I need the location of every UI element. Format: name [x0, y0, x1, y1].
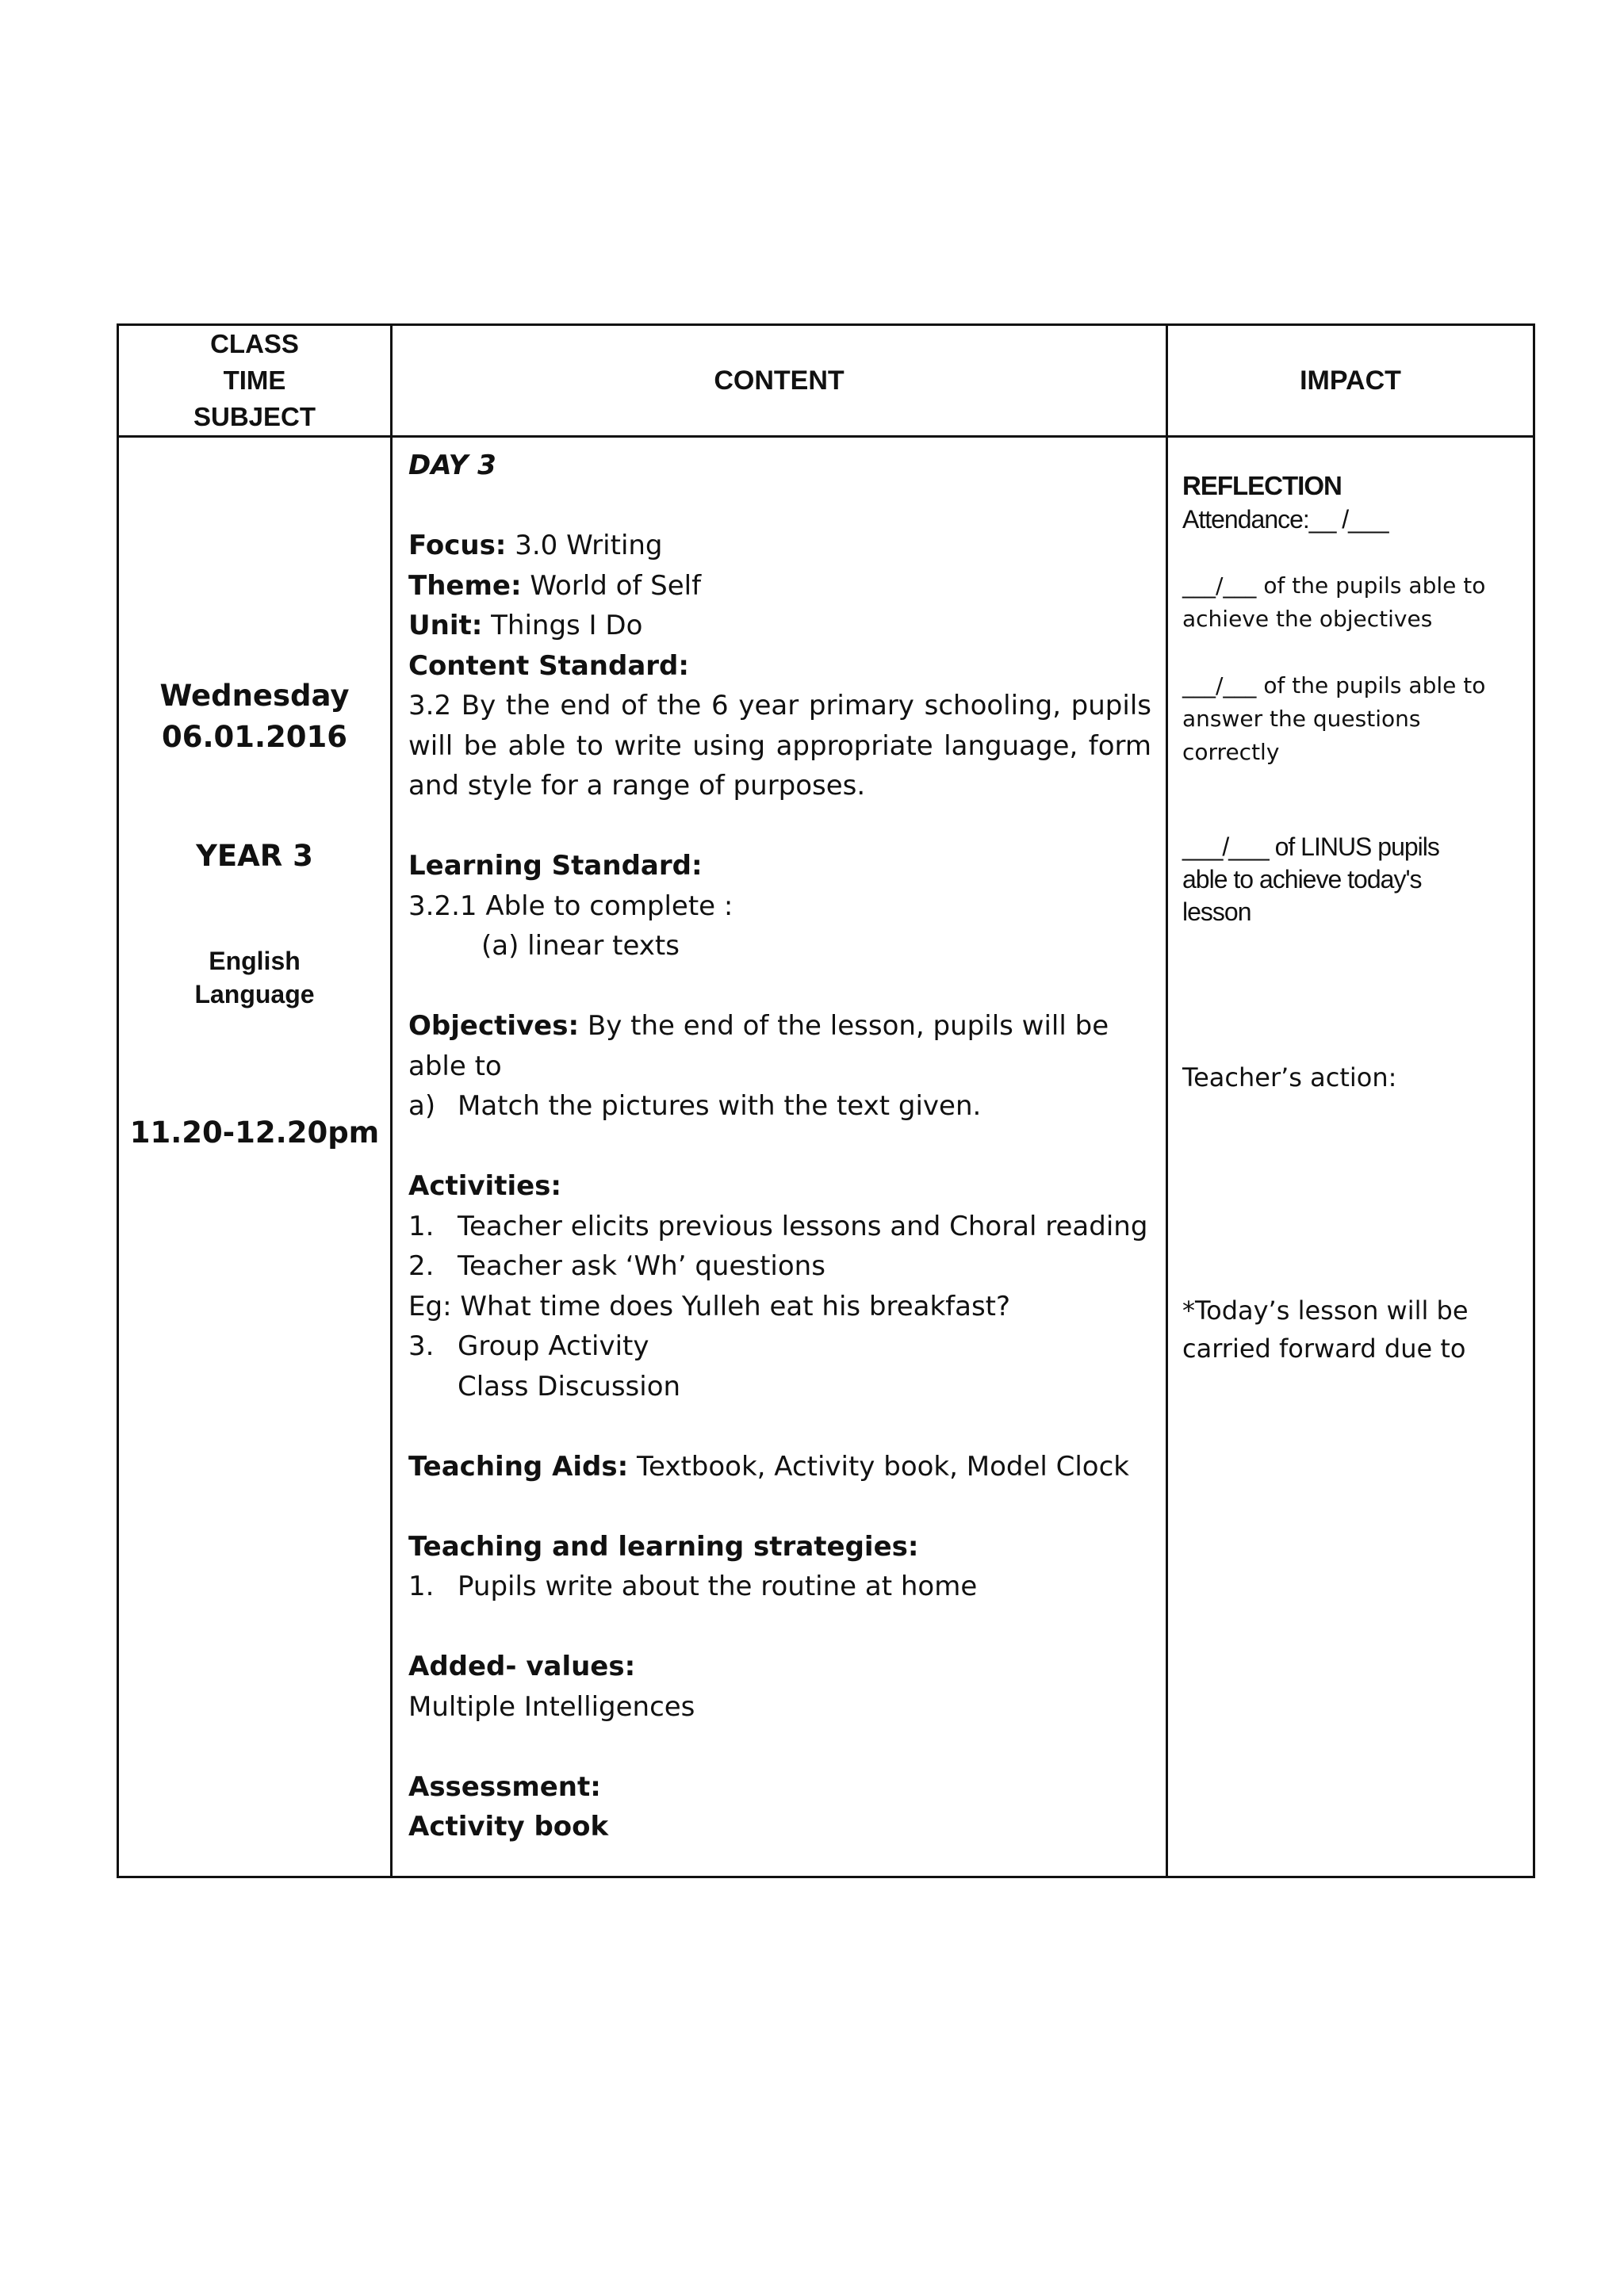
questions-answered-line3: correctly: [1182, 739, 1280, 765]
objectives-achieved-line1: ___/___ of the pupils able to: [1182, 572, 1486, 599]
class-info-cell: [118, 437, 392, 1877]
table-body-row: [118, 437, 1534, 1877]
carried-forward-line2: carried forward due to: [1182, 1334, 1466, 1364]
unit-value: Things I Do: [482, 610, 643, 641]
focus-line: [408, 526, 1151, 566]
teaching-aids-label: Teaching Aids:: [408, 1450, 629, 1483]
header-time: TIME: [223, 365, 286, 395]
linus-line1: ___/___ of LINUS pupils: [1182, 832, 1439, 861]
assessment-label: Assessment:: [408, 1770, 601, 1803]
theme-line: [408, 566, 1151, 607]
focus-value: 3.0 Writing: [506, 530, 663, 561]
carried-forward-line1: *Today’s lesson will be: [1182, 1295, 1469, 1326]
class-year: YEAR 3: [196, 839, 313, 873]
objective-a: a) Match the pictures with the text given.: [408, 1090, 982, 1122]
header-impact: IMPACT: [1167, 325, 1534, 437]
content-standard-text: 3.2 By the end of the 6 year primary schooling, pupils will be able to write using appropriate language, form and style for a range of purposes.: [408, 690, 1151, 802]
activity-example: Eg: What time does Yulleh eat his breakfast?: [408, 1290, 1011, 1322]
attendance-line: Attendance:__ /___: [1182, 505, 1388, 534]
theme-label: Theme:: [408, 569, 522, 602]
lesson-day: Wednesday: [159, 679, 350, 713]
learning-standard-text: 3.2.1 Able to complete :: [408, 890, 733, 922]
unit-line: [408, 606, 1151, 646]
objectives-achieved-line2: achieve the objectives: [1182, 606, 1433, 632]
unit-label: Unit:: [408, 610, 483, 641]
header-content: CONTENT: [392, 325, 1167, 437]
teaching-aids-value: Textbook, Activity book, Model Clock: [628, 1450, 1129, 1483]
header-class: CLASS: [210, 329, 299, 358]
header-class-time-subject: [118, 325, 392, 437]
reflection-heading: REFLECTION: [1182, 471, 1342, 500]
day-label: DAY 3: [408, 450, 496, 481]
learning-standard-sub: (a) linear texts: [481, 930, 680, 962]
strategy-1: 1. Pupils write about the routine at home: [408, 1571, 978, 1602]
lesson-time: 11.20-12.20pm: [129, 1115, 380, 1150]
teacher-action: Teacher’s action:: [1182, 1062, 1397, 1093]
strategies-label: Teaching and learning strategies:: [408, 1530, 919, 1563]
teaching-aids-line: [408, 1447, 1151, 1487]
theme-value: World of Self: [521, 569, 702, 602]
lesson-date: 06.01.2016: [161, 720, 348, 754]
linus-line3: lesson: [1182, 897, 1251, 926]
impact-cell: [1167, 437, 1534, 1877]
objectives-text: By the end of the lesson, pupils will be able to: [408, 1010, 1109, 1082]
focus-label: Focus:: [408, 530, 507, 561]
activity-1: 1. Teacher elicits previous lessons and Choral reading: [408, 1210, 1148, 1242]
linus-line2: able to achieve today's: [1182, 865, 1422, 894]
objectives-label: Objectives:: [408, 1010, 580, 1042]
added-values-label: Added- values:: [408, 1651, 636, 1682]
objectives-line: [408, 1006, 1151, 1086]
lesson-plan-table: [117, 323, 1535, 1878]
subject-name: [119, 944, 390, 1011]
content-standard-label: Content Standard:: [408, 649, 689, 682]
questions-answered-line1: ___/___ of the pupils able to: [1182, 672, 1486, 698]
subject-line-1: English: [209, 947, 301, 975]
activity-3: 3. Group Activity: [408, 1330, 649, 1362]
subject-line-2: Language: [194, 980, 315, 1008]
added-values-text: Multiple Intelligences: [408, 1690, 695, 1723]
assessment-text: Activity book: [408, 1811, 609, 1843]
questions-answered-line2: answer the questions: [1182, 706, 1421, 732]
activity-2: 2. Teacher ask ‘Wh’ questions: [408, 1250, 825, 1282]
header-subject: SUBJECT: [193, 402, 316, 431]
activities-label: Activities:: [408, 1170, 561, 1202]
table-header-row: [118, 325, 1534, 437]
activity-3-sub: Class Discussion: [458, 1370, 681, 1402]
content-cell: [392, 437, 1167, 1877]
learning-standard-label: Learning Standard:: [408, 850, 703, 882]
